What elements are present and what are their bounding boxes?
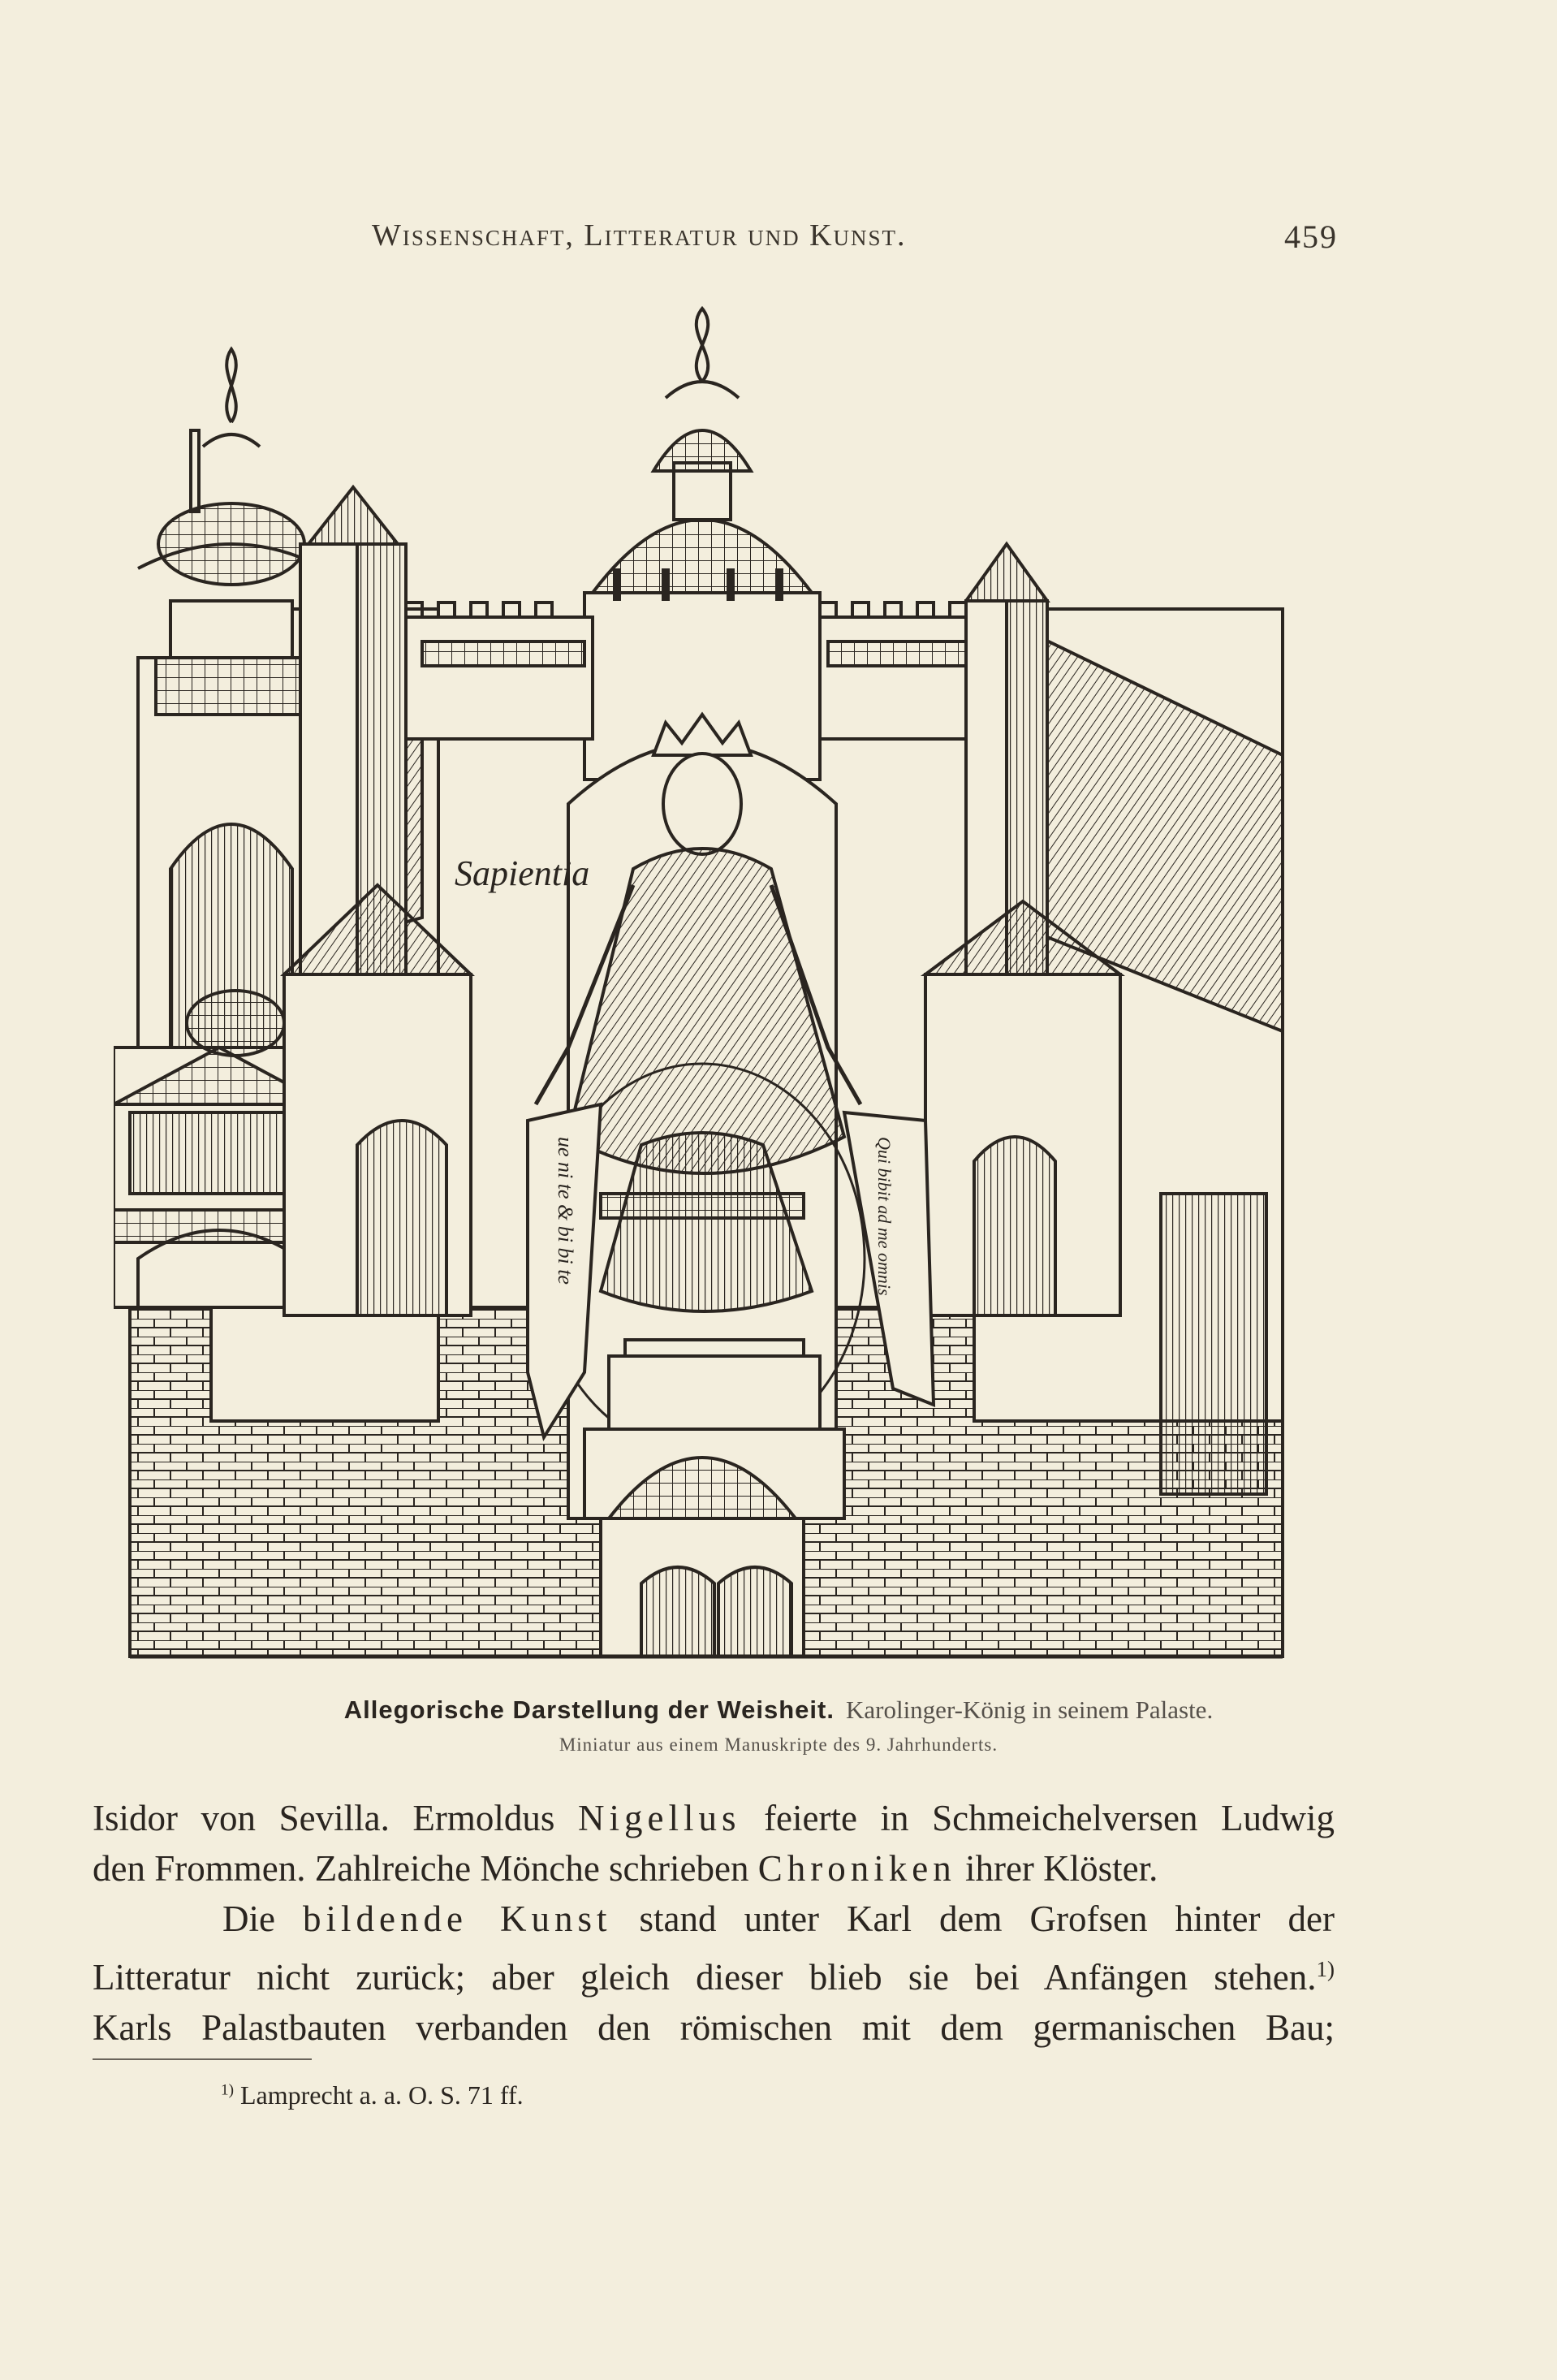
body-text-segment: den Frommen. Zahlreiche Mönche schrieben [93,1848,749,1889]
page-number: 459 [1284,218,1338,255]
body-text-segment: ihrer Klöster. [964,1848,1158,1889]
body-line-1 [93,1793,1335,1843]
figure-caption [0,1695,1557,1725]
footnote-marker: 1) [221,2081,234,2099]
body-text-segment: stand unter Karl dem Grofsen hinter der [639,1898,1335,1939]
running-head-title: Wissenschaft, Litteratur und Kunst. [372,218,907,253]
body-line-3 [93,1894,1335,1944]
spaced-name-nigellus: Nigellus [577,1798,741,1838]
body-line-5: Karls Palastbauten verbanden den römischen mit dem germanischen Bau; [93,2007,1335,2048]
body-text-segment: Litteratur nicht zurück; aber gleich dieser blieb sie bei Anfängen stehen. [93,1957,1317,1998]
body-line-4 [93,1944,1335,2002]
spaced-word-chroniken: Chroniken [757,1848,956,1889]
body-text-segment: Isidor von Sevilla. Ermoldus [93,1798,555,1838]
caption-subtitle: Karolinger-König in seinem Palaste. [845,1695,1214,1724]
scroll-left-text: ue ni te & bi bi te [554,1137,577,1285]
scroll-right-text: Qui bibit ad me omnis [874,1137,895,1296]
illustration-palace-miniature [114,300,1299,1673]
running-head [372,213,1338,261]
body-text-segment: feierte in Schmeichelversen Ludwig [764,1798,1335,1838]
footnote [221,2080,524,2110]
footnote-reference: 1) [1316,1957,1335,1981]
body-text-segment: Die [222,1898,275,1939]
inscription-sapientia: Sapientia [455,853,590,893]
footnote-divider [93,2058,312,2060]
caption-title: Allegorische Darstellung der Weisheit. [343,1695,835,1724]
footnote-text: Lamprecht a. a. O. S. 71 ff. [239,2080,524,2110]
figure-source-note: Miniatur aus einem Manuskripte des 9. Jahrhunderts. [559,1734,998,1755]
body-text [93,1793,1335,2053]
body-line-2 [93,1843,1335,1894]
spaced-term-bildende-kunst: bildende Kunst [303,1898,612,1939]
